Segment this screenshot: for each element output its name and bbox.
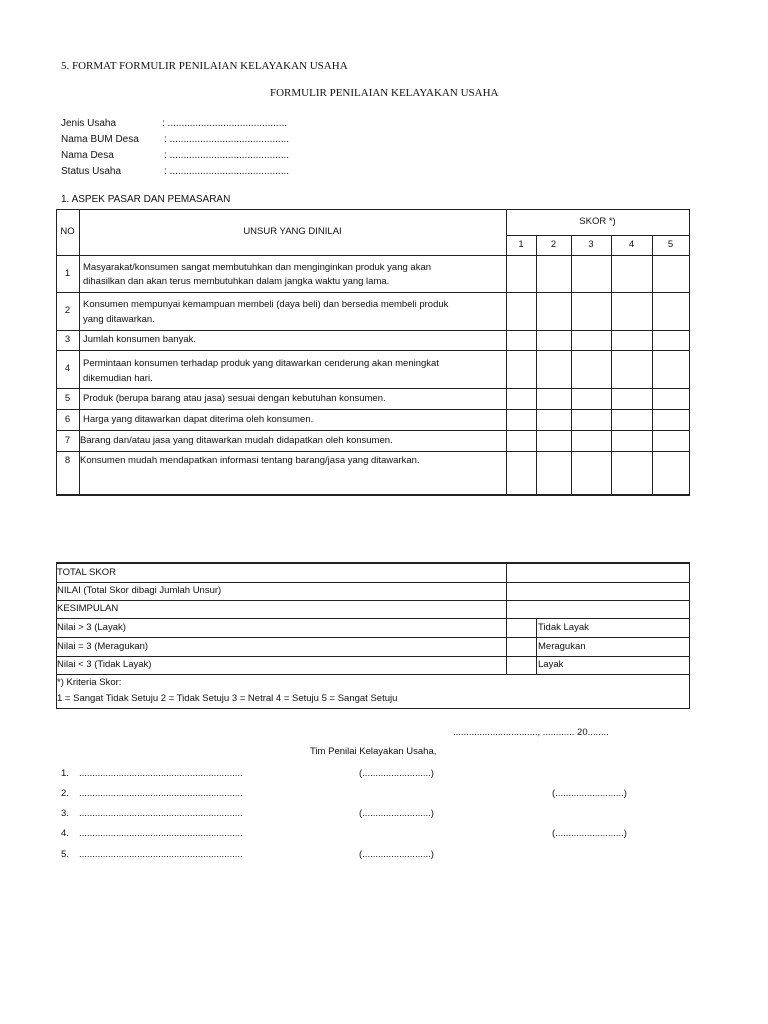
- score-header-1: 1: [518, 239, 524, 250]
- signature-name-line[interactable]: ..............................................................: [79, 768, 243, 779]
- row-number: 6: [64, 413, 71, 425]
- team-title: Tim Penilai Kelayakan Usaha,: [310, 746, 437, 757]
- field-label-status-usaha: Status Usaha: [61, 166, 122, 177]
- col-header-skor: SKOR *): [579, 216, 616, 227]
- nilai-label: NILAI (Total Skor dibagi Jumlah Unsur): [57, 585, 222, 596]
- score-header-4: 4: [628, 239, 635, 250]
- signature-number: 5.: [61, 849, 69, 860]
- row-criterion: Masyarakat/konsumen sangat membutuhkan dan menginginkan produk yang akan dihasilkan dan akan terus membutuhkan dalam jangka waktu yang lama.: [83, 262, 432, 287]
- signature-number: 2.: [61, 788, 69, 799]
- field-value-status-usaha[interactable]: : ...........................................: [164, 166, 290, 177]
- row-criterion: Konsumen mudah mendapatkan informasi tentang barang/jasa yang ditawarkan.: [80, 455, 420, 466]
- row-number: 5: [64, 392, 71, 404]
- field-label-nama-bum-desa: Nama BUM Desa: [61, 134, 139, 145]
- signature-paren[interactable]: (..........................): [552, 828, 627, 839]
- form-title: FORMULIR PENILAIAN KELAYAKAN USAHA: [270, 87, 499, 99]
- signature-paren[interactable]: (..........................): [552, 788, 627, 799]
- col-header-no: NO: [60, 226, 75, 237]
- rule-result: Tidak Layak: [538, 621, 589, 633]
- row-criterion: Jumlah konsumen banyak.: [83, 334, 197, 345]
- signature-paren[interactable]: (..........................): [359, 849, 434, 860]
- signature-name-line[interactable]: ..............................................................: [79, 828, 243, 839]
- signature-paren[interactable]: (..........................): [359, 768, 434, 779]
- field-value-nama-bum-desa[interactable]: : ...........................................: [164, 134, 290, 145]
- signature-name-line[interactable]: ..............................................................: [79, 788, 243, 799]
- section-heading: 5. FORMAT FORMULIR PENILAIAN KELAYAKAN USAHA: [61, 60, 348, 72]
- score-header-5: 5: [667, 239, 674, 250]
- signature-number: 1.: [61, 768, 69, 779]
- signature-name-line[interactable]: ..............................................................: [79, 849, 243, 860]
- row-criterion: Produk (berupa barang atau jasa) sesuai dengan kebutuhan konsumen.: [83, 392, 386, 404]
- row-criterion: Barang dan/atau jasa yang ditawarkan mudah didapatkan oleh konsumen.: [80, 434, 393, 446]
- row-criterion: Permintaan konsumen terhadap produk yang ditawarkan cenderung akan meningkat dikemudian hari.: [83, 358, 439, 384]
- signature-number: 3.: [61, 808, 69, 819]
- col-header-unsur: UNSUR YANG DINILAI: [243, 226, 342, 237]
- date-line[interactable]: ................................, ............ 20........: [453, 727, 609, 738]
- aspect-title: 1. ASPEK PASAR DAN PEMASARAN: [61, 194, 231, 205]
- kesimpulan-label: KESIMPULAN: [57, 603, 119, 614]
- row-number: 3: [64, 334, 71, 345]
- rule-condition: Nilai = 3 (Meragukan): [57, 640, 149, 652]
- rule-condition: Nilai < 3 (Tidak Layak): [57, 659, 152, 670]
- kriteria-title: *) Kriteria Skor:: [57, 677, 122, 688]
- field-value-jenis-usaha[interactable]: : ...........................................: [162, 118, 288, 129]
- field-label-jenis-usaha: Jenis Usaha: [61, 118, 117, 129]
- total-skor-label: TOTAL SKOR: [57, 566, 116, 578]
- field-label-nama-desa: Nama Desa: [61, 150, 114, 161]
- score-header-2: 2: [550, 239, 557, 250]
- row-criterion: Harga yang ditawarkan dapat diterima oleh konsumen.: [83, 413, 314, 425]
- row-number: 2: [64, 305, 71, 316]
- rule-condition: Nilai > 3 (Layak): [57, 621, 126, 633]
- field-value-nama-desa[interactable]: : ...........................................: [164, 150, 290, 161]
- row-number: 4: [64, 363, 71, 374]
- rule-result: Layak: [538, 659, 564, 670]
- rule-result: Meragukan: [538, 640, 586, 652]
- kriteria-text: 1 = Sangat Tidak Setuju 2 = Tidak Setuju 3 = Netral 4 = Setuju 5 = Sangat Setuju: [57, 693, 398, 704]
- row-number: 8: [64, 455, 71, 466]
- score-header-3: 3: [588, 239, 594, 250]
- signature-name-line[interactable]: ..............................................................: [79, 808, 243, 819]
- row-number: 1: [64, 267, 71, 279]
- signature-paren[interactable]: (..........................): [359, 808, 434, 819]
- row-number: 7: [64, 434, 71, 446]
- signature-number: 4.: [61, 828, 69, 839]
- row-criterion: Konsumen mempunyai kemampuan membeli (daya beli) dan bersedia membeli produk yang ditawarkan.: [83, 299, 449, 325]
